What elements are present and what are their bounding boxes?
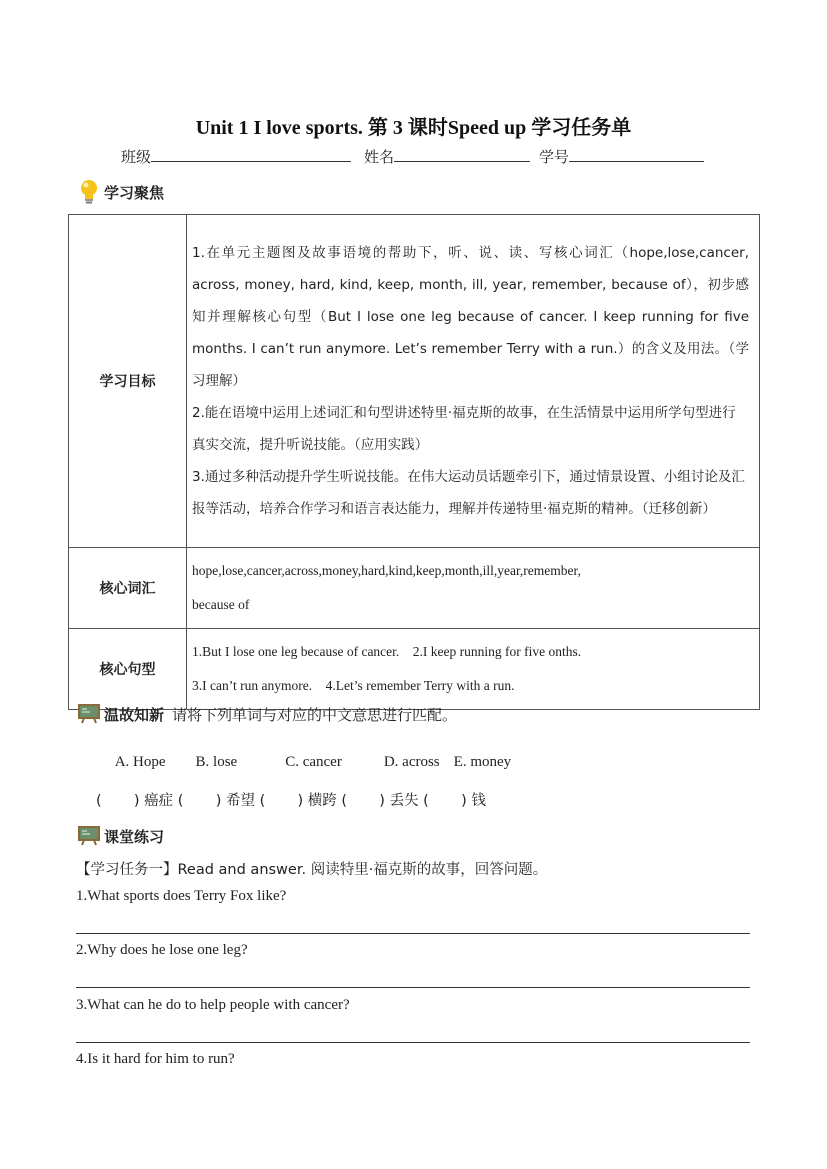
practice-heading [78,822,164,850]
question-2: 2.Why does he lose one leg? [76,942,248,958]
sentence-label: 核心句型 [69,629,187,710]
practice-heading-text: 课堂练习 [104,827,165,846]
name-label: 姓名 [364,148,395,166]
lightbulb-icon [78,178,100,206]
goal-3: 3.通过多种活动提升学生听说技能。在伟大运动员话题牵引下，通过情景设置、小组讨论及汇报等活动，培养合作学习和语言表达能力，理解并传递特里·福克斯的精神。（迁移创新） [192,469,745,517]
focus-heading [78,178,164,206]
goal-2: 2.能在语境中运用上述词汇和句型讲述特里·福克斯的故事，在生活情景中运用所学句型进行真实交流，提升听说技能。（应用实践） [192,405,736,453]
id-field [539,146,704,167]
goal-1: 1.在单元主题图及故事语境的帮助下，听、说、读、写核心词汇（hope,lose,cancer, across, money, hard, kind, keep, month, ill, year, remember, because of），初步感知并理解核心句型（But I lose one leg because of cancer. I keep running for five months. I can’t run anymore. Let’s remember Terry with a run.）的含义及用法。（学习理解） [192,245,749,389]
review-instruction: 请将下列单词与对应的中文意思进行匹配。 [172,705,458,724]
question-3: 3.What can he do to help people with cancer? [76,997,350,1013]
option-e: E. money [453,754,512,770]
class-field [121,146,351,167]
focus-table [68,214,760,710]
blackboard-icon [78,826,100,846]
page-title: Unit 1 I love sports. 第 3 课时Speed up 学习任务单 [195,117,632,139]
goals-label: 学习目标 [69,215,187,548]
task-one-instruction: 【学习任务一】Read and answer. 阅读特里·福克斯的故事，回答问题。 [76,862,548,878]
answer-line-3[interactable] [76,1042,750,1043]
vocab-content [187,548,760,629]
sentence-line-2: 3.I can’t run anymore. 4.Let’s remember Terry with a run. [192,678,515,693]
sentence-content [187,629,760,710]
word-options [108,737,511,771]
matching-blanks[interactable]: ( ) 癌症 ( ) 希望 ( ) 横跨 ( ) 丢失 ( ) 钱 [96,793,486,809]
name-input-line[interactable] [394,146,530,162]
vocab-label: 核心词汇 [69,548,187,629]
goals-content [187,215,760,548]
option-d: D. across [383,754,440,770]
option-b: B. lose [195,754,238,770]
sentence-row [69,629,760,710]
review-heading-text: 温故知新 [104,705,165,724]
vocab-row [69,548,760,629]
class-input-line[interactable] [151,146,351,162]
option-a: A. Hope [114,754,166,770]
class-label: 班级 [121,148,152,166]
id-input-line[interactable] [569,146,704,162]
blackboard-icon [78,704,100,724]
goals-row [69,215,760,548]
vocab-line-2: because of [192,597,250,612]
review-heading [78,700,457,728]
answer-line-1[interactable] [76,933,750,934]
name-field [364,146,530,167]
sentence-line-1: 1.But I lose one leg because of cancer. 2.I keep running for five onths. [192,644,582,659]
question-4: 4.Is it hard for him to run? [76,1051,235,1067]
vocab-line-1: hope,lose,cancer,across,money,hard,kind,keep,month,ill,year,remember, [192,563,581,578]
focus-heading-text: 学习聚焦 [104,183,165,202]
id-label: 学号 [539,148,570,166]
option-c: C. cancer [285,754,342,770]
question-1: 1.What sports does Terry Fox like? [76,888,287,904]
answer-line-2[interactable] [76,987,750,988]
